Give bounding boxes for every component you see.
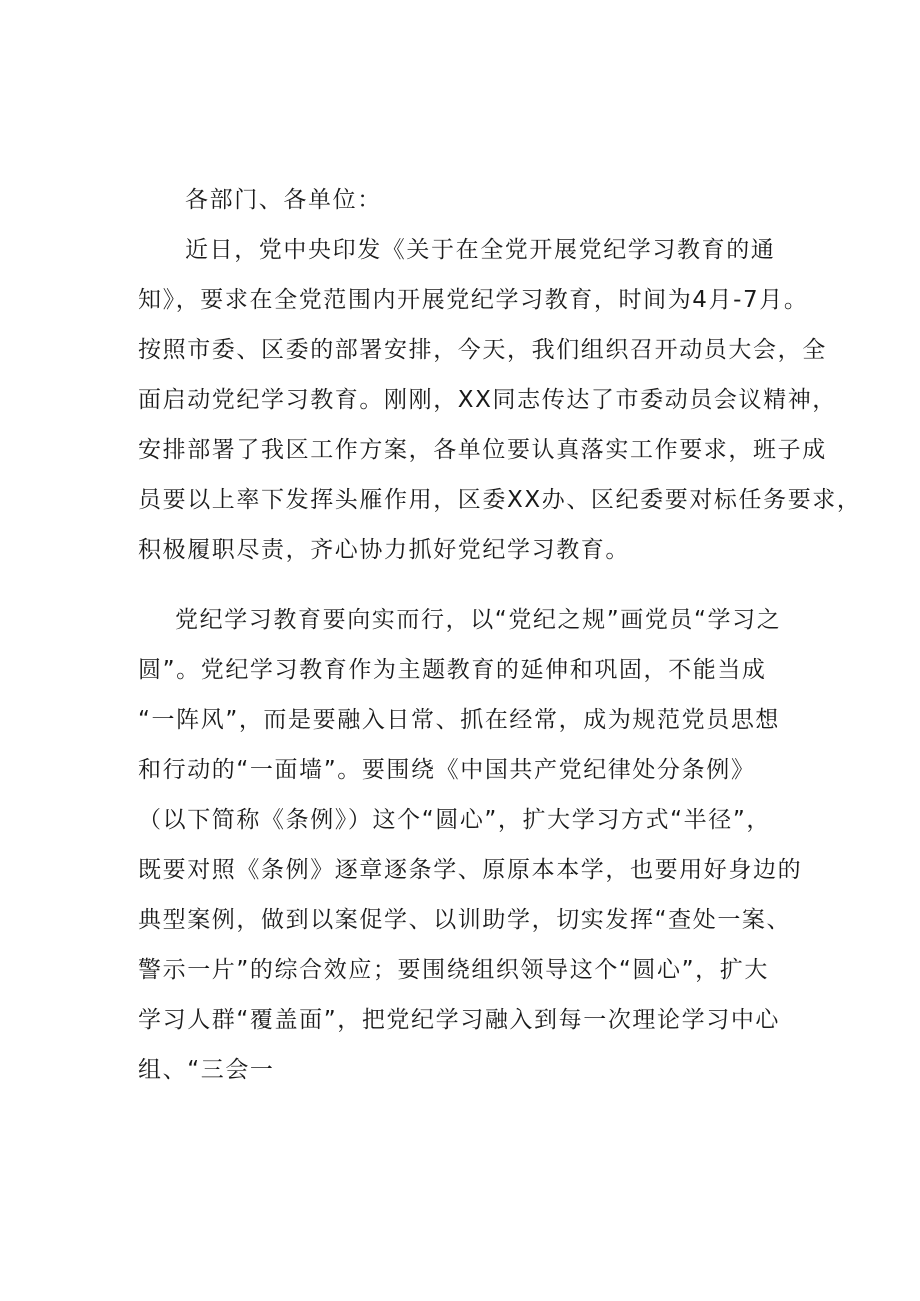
paragraph1-line-4: 面启动党纪学习教育。刚刚，XX同志传达了市委动员会议精神， bbox=[138, 387, 837, 413]
paragraph1-line-1: 近日，党中央印发《关于在全党开展党纪学习教育的通 bbox=[185, 237, 776, 263]
paragraph1-line-2: 知》，要求在全党范围内开展党纪学习教育，时间为4月-7月。 bbox=[138, 287, 809, 313]
paragraph2-line-1: 党纪学习教育要向实而行，以“党纪之规”画党员“学习之 bbox=[175, 607, 782, 633]
paragraph2-line-7: 典型案例，做到以案促学、以训助学，切实发挥“查处一案、 bbox=[138, 907, 792, 933]
paragraph1-line-7: 积极履职尽责，齐心协力抓好党纪学习教育。 bbox=[138, 537, 630, 563]
paragraph2-line-3: “一阵风”，而是要融入日常、抓在经常，成为规范党员思想 bbox=[138, 707, 781, 733]
salutation: 各部门、各单位： bbox=[185, 187, 382, 213]
paragraph2-line-5: （以下简称《条例》）这个“圆心”，扩大学习方式“半径”， bbox=[138, 807, 771, 833]
paragraph2-line-8: 警示一片”的综合效应；要围绕组织领导这个“圆心”，扩大 bbox=[138, 957, 769, 983]
paragraph2-line-10: 组、“三会一 bbox=[138, 1057, 275, 1083]
paragraph1-line-6: 员要以上率下发挥头雁作用，区委XX办、区纪委要对标任务要求， bbox=[138, 487, 862, 513]
paragraph2-line-2: 圆”。党纪学习教育作为主题教育的延伸和巩固，不能当成 bbox=[138, 657, 767, 683]
paragraph2-line-6: 既要对照《条例》逐章逐条学、原原本本学，也要用好身边的 bbox=[138, 857, 803, 883]
paragraph2-line-4: 和行动的“一面墙”。要围绕《中国共产党纪律处分条例》 bbox=[138, 757, 756, 783]
paragraph1-line-3: 按照市委、区委的部署安排，今天，我们组织召开动员大会，全 bbox=[138, 337, 827, 363]
paragraph2-line-9: 学习人群“覆盖面”，把党纪学习融入到每一次理论学习中心 bbox=[138, 1007, 781, 1033]
paragraph1-line-5: 安排部署了我区工作方案，各单位要认真落实工作要求，班子成 bbox=[138, 437, 827, 463]
